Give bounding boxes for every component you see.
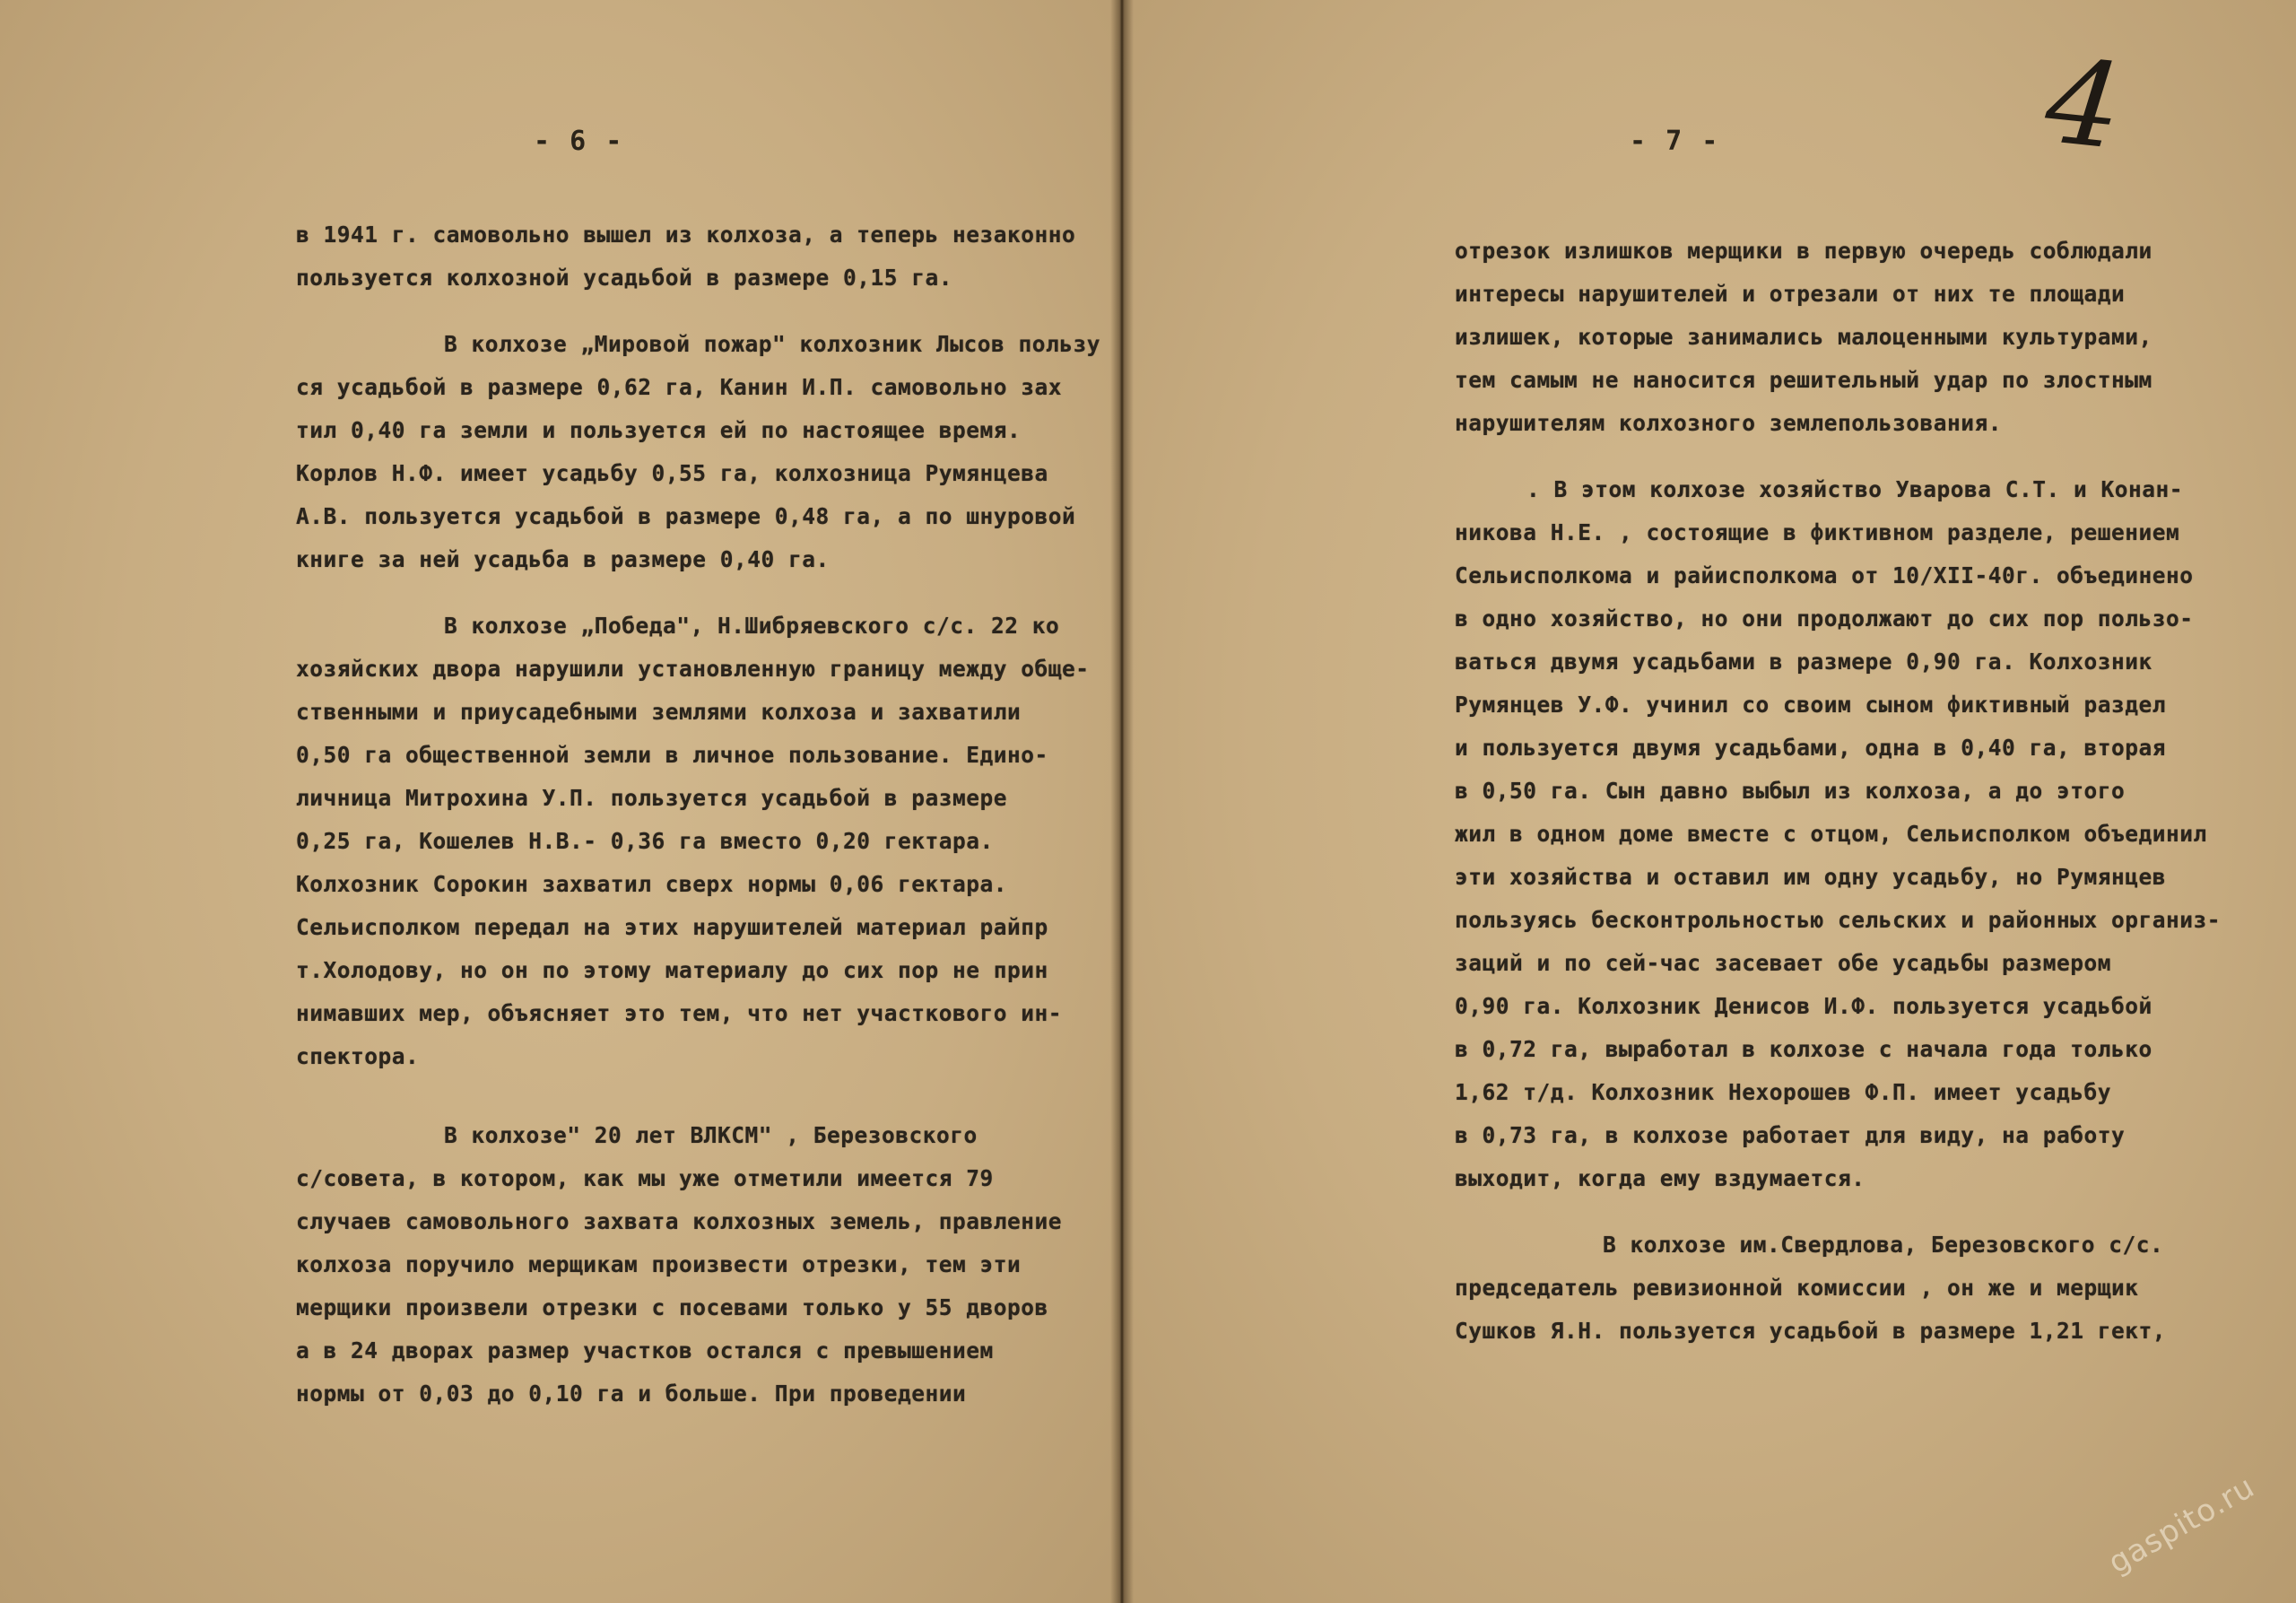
text-line: и пользуется двумя усадьбами, одна в 0,40 га, вторая: [1455, 735, 2167, 761]
text-line: в 0,50 га. Сын давно выбыл из колхоза, а до этого: [1455, 778, 2126, 804]
text-line: 0,90 га. Колхозник Денисов И.Ф. пользуется усадьбой: [1455, 993, 2152, 1019]
text-line: в 0,73 га, в колхозе работает для виду, на работу: [1455, 1122, 2126, 1148]
text-line: Корлов Н.Ф. имеет усадьбу 0,55 га, колхозница Румянцева: [296, 460, 1048, 486]
text-line: Колхозник Сорокин захватил сверх нормы 0,06 гектара.: [296, 871, 1008, 897]
text-line: случаев самовольного захвата колхозных земель, правление: [296, 1208, 1063, 1234]
text-line: жил в одном доме вместе с отцом, Сельисполком объединил: [1455, 821, 2207, 847]
right-page-text: [1455, 230, 2221, 1353]
text-line: излишек, которые занимались малоценными культурами,: [1455, 324, 2152, 350]
text-line: В колхозе" 20 лет ВЛКСМ" , Березовского: [444, 1122, 978, 1148]
text-line: нимавших мер, объясняет это тем, что нет участкового ин-: [296, 1000, 1063, 1026]
left-page: [0, 0, 1119, 1603]
text-line: книге за ней усадьба в размере 0,40 га.: [296, 546, 830, 572]
text-line: никова Н.Е. , состоящие в фиктивном разделе, решением: [1455, 519, 2180, 545]
text-line: 0,50 га общественной земли в личное пользование. Едино-: [296, 742, 1048, 768]
text-line: пользуясь бесконтрольностью сельских и районных организ-: [1455, 907, 2222, 933]
text-line: колхоза поручило мерщикам произвести отрезки, тем эти: [296, 1251, 1022, 1277]
text-line: 0,25 га, Кошелев Н.В.- 0,36 га вместо 0,20 гектара.: [296, 828, 994, 854]
text-line: интересы нарушителей и отрезали от них те площади: [1455, 281, 2126, 307]
text-line: ся усадьбой в размере 0,62 га, Канин И.П. самовольно зах: [296, 374, 1063, 400]
text-line: Сельисполком передал на этих нарушителей материал райпр: [296, 914, 1048, 940]
text-line: тем самым не наносится решительный удар по злостным: [1455, 367, 2152, 393]
page-number-left: - 6 -: [534, 126, 624, 157]
page-number-right: - 7 -: [1630, 126, 1720, 157]
text-line: В колхозе „Мировой пожар" колхозник Лысов пользу: [444, 331, 1101, 357]
watermark: gaspito.ru: [2102, 1468, 2261, 1581]
text-line: нормы от 0,03 до 0,10 га и больше. При проведении: [296, 1381, 967, 1407]
text-line: хозяйских двора нарушили установленную границу между обще-: [296, 656, 1090, 682]
text-line: личница Митрохина У.П. пользуется усадьбой в размере: [296, 785, 1008, 811]
right-page: [1123, 0, 2296, 1603]
handwritten-folio-number: 4: [2039, 32, 2128, 176]
text-line: эти хозяйства и оставил им одну усадьбу, но Румянцев: [1455, 864, 2167, 890]
text-line: спектора.: [296, 1043, 420, 1069]
text-line: . В этом колхозе хозяйство Уварова С.Т. и Конан-: [1526, 476, 2184, 502]
text-line: выходит, когда ему вздумается.: [1455, 1165, 1866, 1191]
text-line: отрезок излишков мерщики в первую очередь соблюдали: [1455, 238, 2152, 264]
left-page-text: [296, 213, 1100, 1416]
text-line: председатель ревизионной комиссии , он же и мерщик: [1455, 1275, 2139, 1301]
text-line: а в 24 дворах размер участков остался с превышением: [296, 1337, 994, 1363]
text-line: нарушителям колхозного землепользования.: [1455, 410, 2003, 436]
text-line: т.Холодову, но он по этому материалу до сих пор не прин: [296, 957, 1048, 983]
text-line: в 0,72 га, выработал в колхозе с начала года только: [1455, 1036, 2152, 1062]
text-line: Сельисполкома и райисполкома от 10/XII-40г. объединено: [1455, 562, 2194, 588]
text-line: А.В. пользуется усадьбой в размере 0,48 га, а по шнуровой: [296, 503, 1076, 529]
text-line: Сушков Я.Н. пользуется усадьбой в размере 1,21 гект,: [1455, 1318, 2167, 1344]
text-line: Румянцев У.Ф. учинил со своим сыном фиктивный раздел: [1455, 692, 2167, 718]
text-line: В колхозе им.Свердлова, Березовского с/с.: [1603, 1232, 2164, 1258]
text-line: мерщики произвели отрезки с посевами только у 55 дворов: [296, 1294, 1048, 1320]
text-line: ваться двумя усадьбами в размере 0,90 га. Колхозник: [1455, 649, 2152, 675]
text-line: В колхозе „Победа", Н.Шибряевского с/с. 22 ко: [444, 613, 1060, 639]
text-line: заций и по сей-час засевает обе усадьбы размером: [1455, 950, 2112, 976]
text-line: ственными и приусадебными землями колхоза и захватили: [296, 699, 1022, 725]
book-spine-fold: [1110, 0, 1134, 1603]
text-line: пользуется колхозной усадьбой в размере 0,15 га.: [296, 265, 953, 291]
text-line: в 1941 г. самовольно вышел из колхоза, а теперь незаконно: [296, 222, 1076, 248]
text-line: с/совета, в котором, как мы уже отметили имеется 79: [296, 1165, 994, 1191]
text-line: 1,62 т/д. Колхозник Нехорошев Ф.П. имеет усадьбу: [1455, 1079, 2112, 1105]
text-line: тил 0,40 га земли и пользуется ей по настоящее время.: [296, 417, 1022, 443]
text-line: в одно хозяйство, но они продолжают до сих пор пользо-: [1455, 605, 2194, 632]
